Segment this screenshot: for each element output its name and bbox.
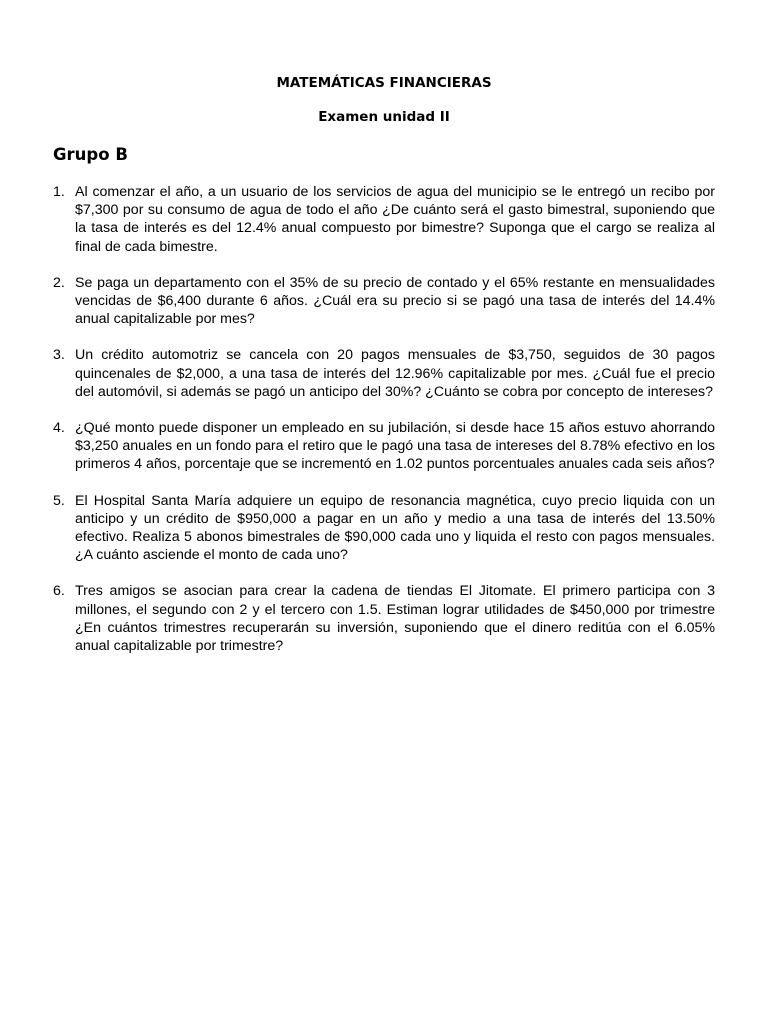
question-number: 3.: [53, 347, 65, 364]
question-text: Se paga un departamento con el 35% de su precio de contado y el 65% restante en mensualidades vencidas de $6,400 durante 6 años. ¿Cuál era su precio si se pagó una tasa de interés del 14.4% anual capitalizable por mes?: [75, 274, 715, 328]
question-number: 1.: [53, 184, 65, 200]
document-title: MATEMÁTICAS FINANCIERAS: [276, 75, 492, 91]
question-text: El Hospital Santa María adquiere un equipo de resonancia magnética, cuyo precio liquida con un anticipo y un crédito de $950,000 a pagar en un año y medio a una tasa de interés del 13.50% efectivo. Realiza 5 abonos bimestrales de $90,000 cada uno y liquida el resto con pagos mensuales. ¿A cuánto asciende el monto de cada uno?: [75, 492, 715, 564]
question-item-2: [53, 274, 715, 329]
question-text: Un crédito automotriz se cancela con 20 pagos mensuales de $3,750, seguidos de 30 pagos quincenales de $2,000, a una tasa de interés del 12.96% capitalizable por mes. ¿Cuál fue el precio del automóvil, si además se pagó un anticipo del 30%? ¿Cuánto se cobra por concepto de intereses?: [75, 347, 715, 400]
question-text: Tres amigos se asocian para crear la cadena de tiendas El Jitomate. El primero participa con 3 millones, el segundo con 2 y el tercero con 1.5. Estiman lograr utilidades de $450,000 por trimestre ¿En cuántos trimestres recuperarán su inversión, suponiendo que el dinero reditúa con el 6.05% anual capitalizable por trimestre?: [75, 583, 715, 655]
question-number: 4.: [53, 420, 65, 437]
document-subtitle: Examen unidad II: [318, 109, 450, 125]
question-number: 5.: [53, 492, 65, 509]
question-item-4: [53, 419, 715, 474]
question-text: Al comenzar el año, a un usuario de los servicios de agua del municipio se le entregó un recibo por $7,300 por su consumo de agua de todo el año ¿De cuánto será el gasto bimestral, suponiendo que la tasa de interés es del 12.4% anual compuesto por bimestre? Suponga que el cargo se realiza al final de cada bimestre.: [75, 184, 715, 255]
question-item-5: [53, 492, 715, 565]
question-item-6: [53, 582, 715, 655]
question-number: 6.: [53, 583, 65, 600]
question-item-3: [53, 346, 715, 401]
question-item-1: [53, 183, 715, 256]
question-number: 2.: [53, 274, 65, 291]
group-heading: Grupo B: [53, 145, 128, 164]
question-list: [53, 183, 715, 673]
question-text: ¿Qué monto puede disponer un empleado en su jubilación, si desde hace 15 años estuvo ahorrando $3,250 anuales en un fondo para el retiro que le pagó una tasa de intereses del 8.78% efectivo en los primeros 4 años, porcentaje que se incrementó en 1.02 puntos porcentuales anuales cada seis años?: [75, 420, 715, 473]
